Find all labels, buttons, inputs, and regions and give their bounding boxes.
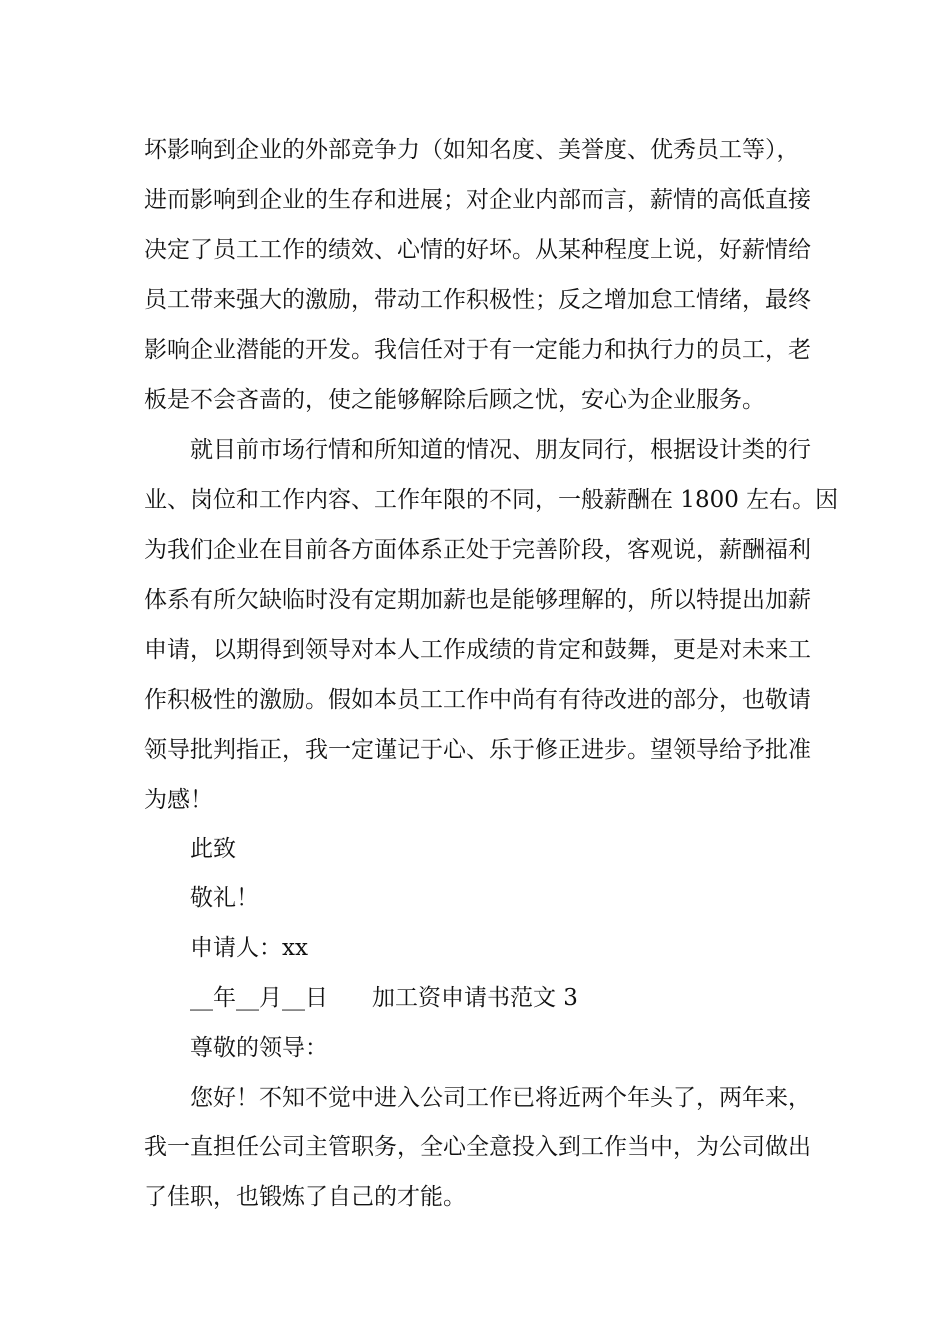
body-text-line: 作积极性的激励。假如本员工工作中尚有有待改进的部分，也敬请 — [144, 687, 811, 713]
salutation: 尊敬的领导： — [190, 1035, 328, 1061]
date-line: __年__月__日 — [190, 985, 328, 1011]
body-text-line: 我一直担任公司主管职务，全心全意投入到工作当中，为公司做出 — [144, 1134, 811, 1160]
body-text-line: 决定了员工工作的绩效、心情的好坏。从某种程度上说，好薪情给 — [144, 237, 811, 263]
applicant-line: 申请人：xx — [190, 935, 308, 961]
body-text-line: 影响企业潜能的开发。我信任对于有一定能力和执行力的员工，老 — [144, 337, 811, 363]
body-text-line: 申请，以期得到领导对本人工作成绩的肯定和鼓舞，更是对未来工 — [144, 637, 811, 663]
closing-ci-zhi: 此致 — [190, 836, 236, 862]
body-text-line: 为我们企业在目前各方面体系正处于完善阶段，客观说，薪酬福利 — [144, 537, 811, 563]
body-text-line: 员工带来强大的激励，带动工作积极性；反之增加怠工情绪，最终 — [144, 287, 811, 313]
next-section-title: 加工资申请书范文 3 — [372, 985, 578, 1011]
date-and-title-line — [190, 983, 862, 1013]
body-text-line: 业、岗位和工作内容、工作年限的不同，一般薪酬在 1800 左右。因 — [144, 487, 839, 513]
body-text-line: 进而影响到企业的生存和进展；对企业内部而言，薪情的高低直接 — [144, 187, 811, 213]
closing-jing-li: 敬礼！ — [190, 885, 259, 911]
body-text-line: 您好！不知不觉中进入公司工作已将近两个年头了，两年来， — [190, 1085, 811, 1111]
body-text-line: 领导批判指正，我一定谨记于心、乐于修正进步。望领导给予批准 — [144, 737, 811, 763]
body-text-line: 板是不会吝啬的，使之能够解除后顾之忧，安心为企业服务。 — [144, 387, 765, 413]
body-text-line: 为感！ — [144, 787, 213, 813]
body-text-line: 体系有所欠缺临时没有定期加薪也是能够理解的，所以特提出加薪 — [144, 587, 811, 613]
body-text-line: 了佳职，也锻炼了自己的才能。 — [144, 1184, 466, 1210]
body-text-line: 就目前市场行情和所知道的情况、朋友同行，根据设计类的行 — [190, 437, 811, 463]
body-text-line: 坏影响到企业的外部竞争力（如知名度、美誉度、优秀员工等）， — [144, 137, 800, 163]
